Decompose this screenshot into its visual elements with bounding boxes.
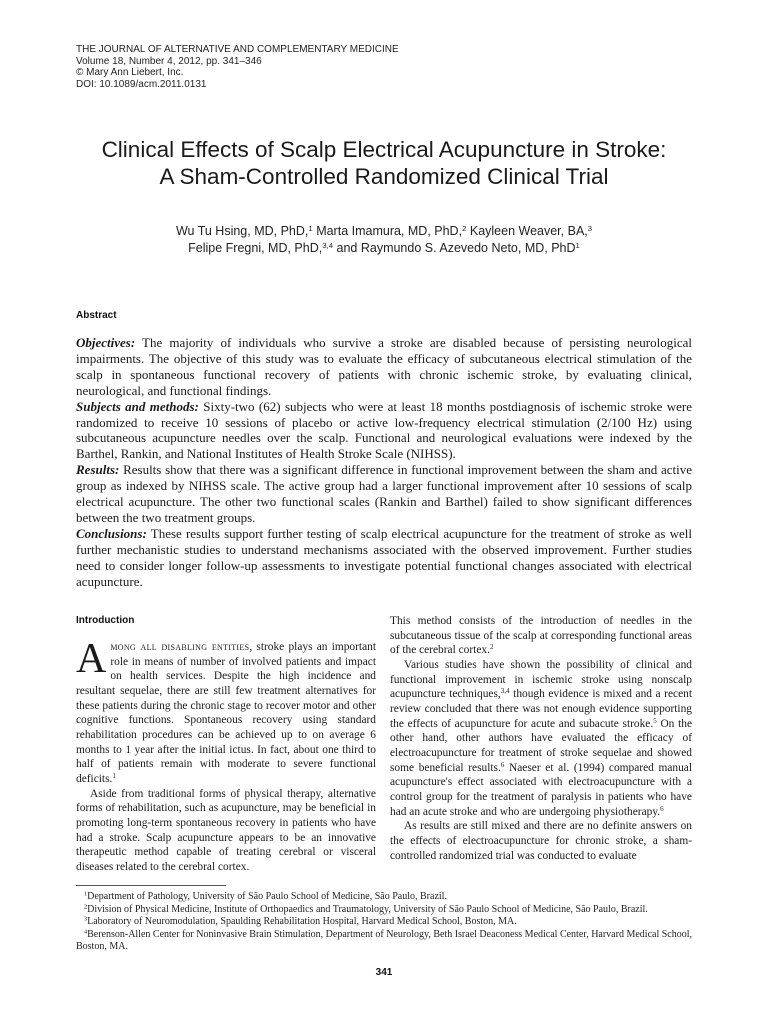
- abstract-label: Conclusions:: [76, 525, 147, 541]
- author-name: Marta Imamura, MD, PhD,: [316, 224, 463, 238]
- footnote-number: 1: [84, 890, 88, 898]
- author-affiliation: 1: [308, 223, 313, 233]
- journal-name: THE JOURNAL OF ALTERNATIVE AND COMPLEMENTARY MEDICINE: [76, 44, 399, 55]
- journal-volume: Volume 18, Number 4, 2012, pp. 341–346: [76, 55, 262, 67]
- lead-in-smallcaps: mong all disabling entities: [110, 641, 250, 653]
- reference-marker: 3,4: [500, 687, 510, 696]
- abstract-methods: [76, 399, 692, 463]
- abstract-label: Results:: [76, 462, 120, 478]
- footnote: [76, 904, 692, 917]
- author-name: Felipe Fregni, MD, PhD,: [188, 241, 323, 255]
- author-conjunction: and: [336, 241, 361, 255]
- author-name: Wu Tu Hsing, MD, PhD,: [175, 224, 309, 238]
- author-affiliation: 3,4: [322, 240, 334, 250]
- intro-paragraph-2: Aside from traditional forms of physical therapy, alternative forms of rehabilitation, such as acupuncture, may be beneficial in promoting long-term spontaneous recovery in patients who have had a stroke. Scalp acupuncture appears to be an innovative therapeutic method capable of treating cerebral or visceral diseases related to the cerebral cortex.: [76, 787, 376, 873]
- intro-paragraph-5: As results are still mixed and there are no definite answers on the effects of electroacupuncture for chronic stroke, a sham-controlled randomized trial was conducted to evaluate: [390, 820, 692, 862]
- footnotes: [76, 891, 692, 954]
- author-affiliation: 1: [575, 240, 580, 250]
- abstract-text: The majority of individuals who survive a stroke are disabled because of persisting neurological impairments. The objective of this study was to evaluate the efficacy of subcutaneous electrical stimulation of the scalp in spontaneous functional recovery of patients with chronic ischemic stroke, by evaluating clinical, neurological, and functional findings.: [76, 335, 692, 398]
- author-name: Raymundo S. Azevedo Neto, MD, PhD: [360, 241, 576, 255]
- journal-copyright: © Mary Ann Liebert, Inc.: [76, 67, 184, 79]
- paragraph-text: , stroke plays an important role in means of number of involved patients and impact on health services. Despite the high incidence and resultant sequelae, there are still few treatment alternatives for these patients during the chronic stage to recover motor and other cognitive functions. Spontaneous recovery using standard rehabilitation procedures can be achieved up to on average 6 months to 1 year after the initial ictus. In fact, about one third to half of patients remain with moderate to severe functional deficits.: [76, 641, 376, 785]
- reference-marker: 5: [653, 716, 657, 725]
- footnote-divider: [76, 885, 226, 886]
- reference-marker: 6: [500, 760, 505, 769]
- paragraph-text: Naeser et al. (1994) compared manual acupuncture's effect associated with electroacupuncture with a control group for the treatment of paralysis in patients who have had an acute stroke and who are undergoing physiotherapy.: [390, 761, 692, 818]
- abstract-heading: Abstract: [76, 310, 117, 321]
- footnote-text: Berenson-Allen Center for Noninvasive Brain Stimulation, Department of Neurology, Beth Israel Deaconess Medical Center, Harvard Medical School, Boston, MA.: [76, 928, 692, 953]
- footnote: [76, 916, 692, 929]
- right-column: [390, 614, 692, 863]
- drop-cap: A: [76, 636, 107, 682]
- title-line-1: Clinical Effects of Scalp Electrical Acupuncture in Stroke:: [101, 137, 667, 162]
- footnote-text: Laboratory of Neuromodulation, Spaulding Rehabilitation Hospital, Harvard Medical School, Boston, MA.: [87, 916, 517, 928]
- footnote-text: Department of Pathology, University of São Paulo School of Medicine, São Paulo, Brazil.: [87, 891, 447, 902]
- abstract-conclusions: [76, 526, 692, 590]
- abstract-body: [76, 335, 692, 590]
- author-line-2: [60, 240, 708, 257]
- introduction-heading: Introduction: [76, 615, 135, 626]
- abstract-label: Objectives:: [76, 335, 136, 350]
- article-title: [60, 137, 708, 190]
- paragraph-text: Various studies have shown the possibility of clinical and functional improvement in ischemic stroke using nonscalp acupuncture techniques,: [390, 658, 692, 701]
- paragraph-text: This method consists of the introduction of needles in the subcutaneous tissue of the scalp at corresponding functional areas of the cerebral cortex.: [390, 615, 692, 657]
- paragraph-text: On the other hand, other authors have evaluated the efficacy of electroacupuncture for treatment of stroke sequelae and showed some beneficial results.: [390, 717, 692, 774]
- author-affiliation: 2: [462, 223, 467, 233]
- footnote-number: 3: [84, 915, 88, 923]
- abstract-text: Sixty-two (62) subjects who were at least 18 months postdiagnosis of ischemic stroke were randomized to receive 10 sessions of placebo or active low-frequency electrical stimulation (2/100 Hz) using subcutaneous acupuncture needles over the scalp. Functional and neurological evaluations were indexed by the Barthel, Rankin, and National Institutes of Health Stroke Scale (NIHSS).: [76, 398, 692, 462]
- journal-header: [76, 44, 476, 90]
- paragraph-text: though evidence is mixed and a recent review concluded that there was not enough evidence supporting the effects of acupuncture for acute and subacute stroke.: [390, 688, 692, 730]
- author-line-1: [60, 223, 708, 240]
- reference-marker: 2: [489, 643, 494, 652]
- footnote-number: 4: [84, 928, 88, 936]
- abstract-objectives: [76, 335, 692, 399]
- intro-paragraph-4: [390, 658, 692, 819]
- author-affiliation: 3: [587, 223, 593, 233]
- title-line-2: A Sham-Controlled Randomized Clinical Trial: [159, 163, 609, 189]
- abstract-text: These results support further testing of scalp electrical acupuncture for the treatment of stroke as well further mechanistic studies to understand mechanisms associated with the observed improvement. Further studies need to consider longer follow-up assessments to investigate potential functional changes associated with electrical acupuncture.: [76, 525, 692, 589]
- abstract-results: [76, 462, 692, 526]
- abstract-text: Results show that there was a significant difference in functional improvement between the sham and active group as indexed by NIHSS scale. The active group had a larger functional improvement after 10 sessions of scalp electrical acupuncture. The other two functional scales (Rankin and Barthel) failed to show significant differences between the two treatment groups.: [76, 462, 692, 525]
- reference-marker: 1: [112, 772, 116, 781]
- intro-paragraph-1: [76, 636, 376, 787]
- reference-marker: 6: [660, 804, 664, 813]
- journal-doi: DOI: 10.1089/acm.2011.0131: [76, 78, 207, 90]
- left-column: [76, 636, 376, 875]
- author-list: [60, 223, 708, 257]
- footnote-number: 2: [84, 903, 88, 911]
- footnote: [76, 929, 692, 954]
- page-number: 341: [375, 967, 393, 978]
- abstract-label: Subjects and methods:: [76, 398, 199, 414]
- intro-paragraph-3: [390, 614, 692, 658]
- footnote-text: Division of Physical Medicine, Institute of Orthopaedics and Traumatology, University of São Paulo School of Medicine, São Paulo, Brazil.: [87, 903, 648, 915]
- author-name: Kayleen Weaver, BA,: [469, 224, 588, 238]
- footnote: [76, 891, 692, 904]
